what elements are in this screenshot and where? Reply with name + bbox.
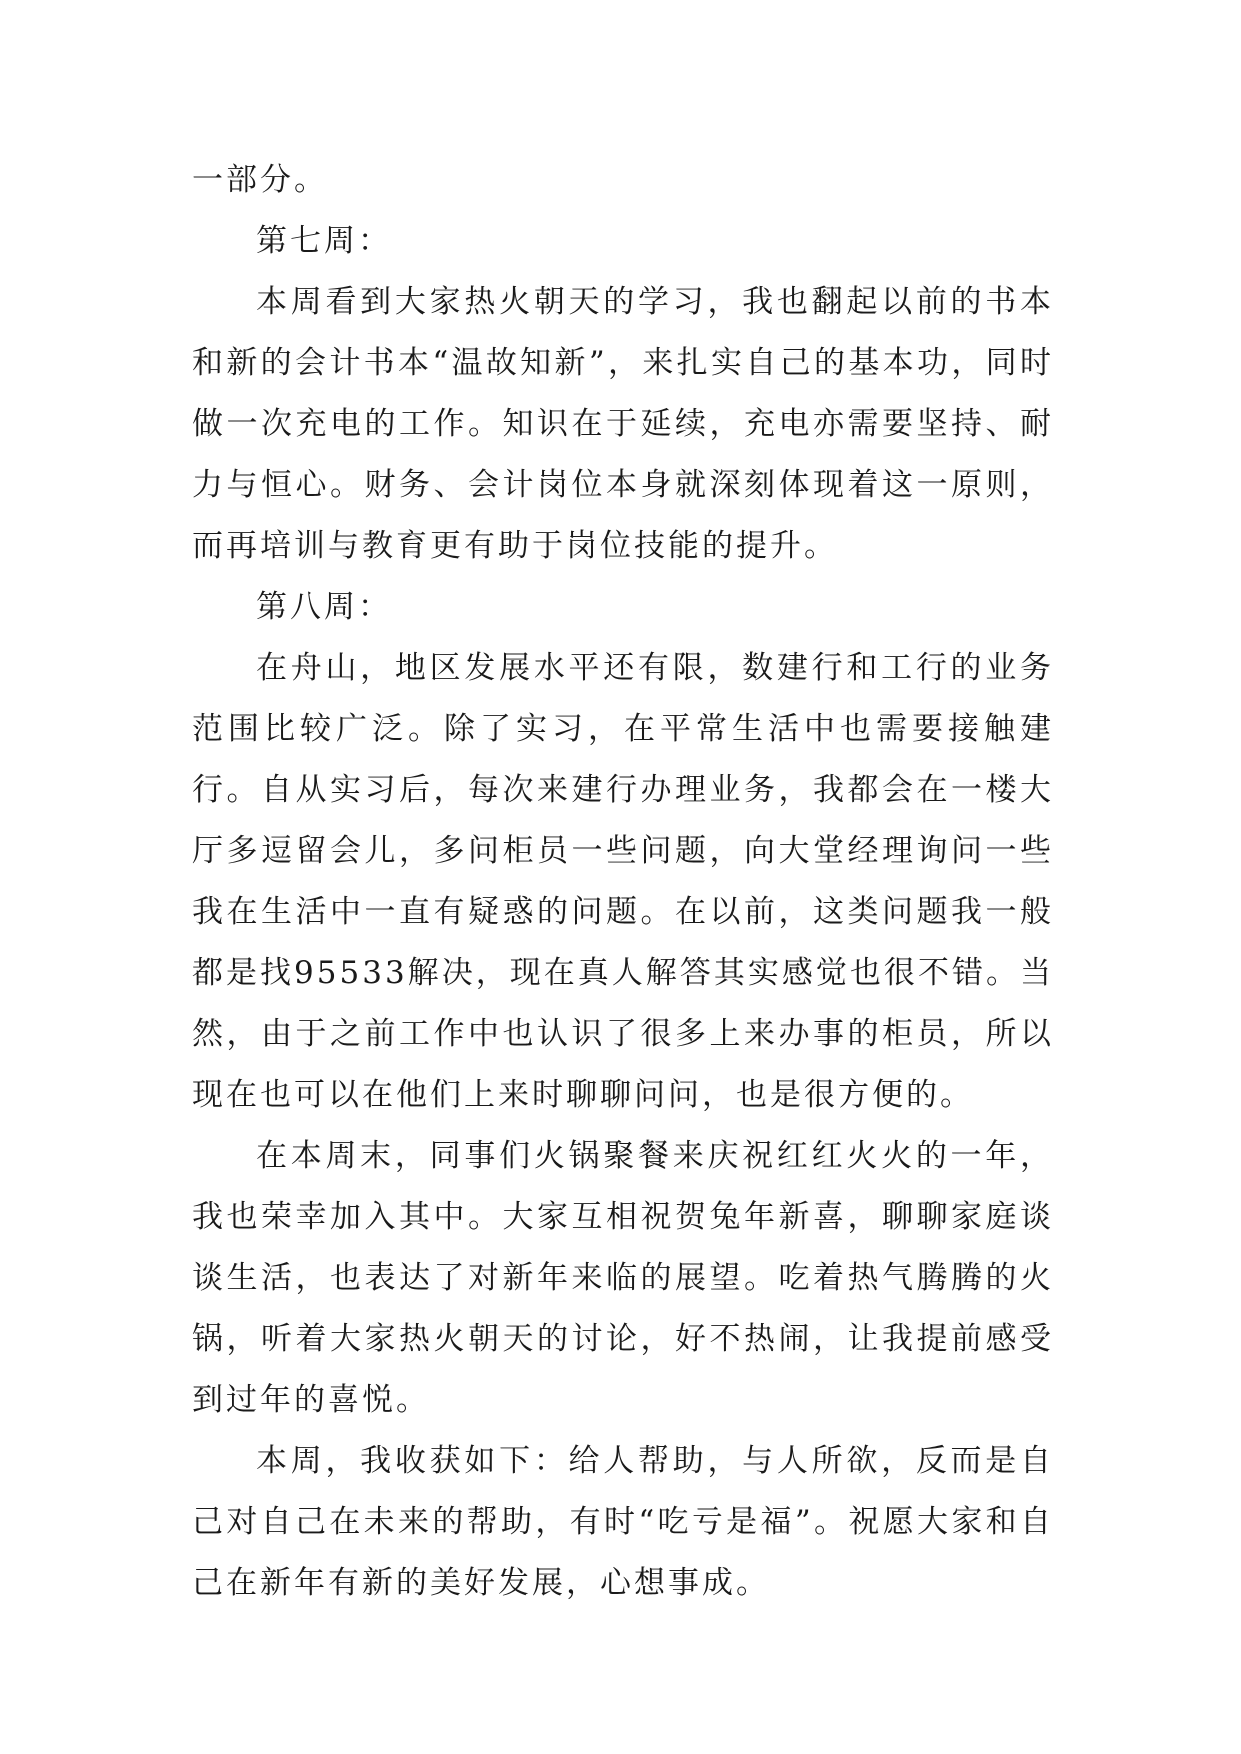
paragraph-week-seven: 本周看到大家热火朝天的学习，我也翻起以前的书本和新的会计书本“温故知新”，来扎实自己的基本功，同时做一次充电的工作。知识在于延续，充电亦需要坚持、耐力与恒心。财务、会计岗位本身就深刻体现着这一原则，而再培训与教育更有助于岗位技能的提升。 xyxy=(192,284,1054,564)
document-body xyxy=(192,150,1054,1614)
heading-week-eight: 第八周： xyxy=(256,589,392,625)
paragraph-week-eight-dinner: 在本周末，同事们火锅聚餐来庆祝红红火火的一年，我也荣幸加入其中。大家互相祝贺兔年新喜，聊聊家庭谈谈生活，也表达了对新年来临的展望。吃着热气腾腾的火锅，听着大家热火朝天的讨论，好不热闹，让我提前感受到过年的喜悦。 xyxy=(192,1138,1054,1418)
heading-week-seven: 第七周： xyxy=(256,223,392,259)
paragraph-continuation: 一部分。 xyxy=(192,162,328,198)
paragraph-week-eight-work: 在舟山，地区发展水平还有限，数建行和工行的业务范围比较广泛。除了实习，在平常生活中也需要接触建行。自从实习后，每次来建行办理业务，我都会在一楼大厅多逗留会儿，多问柜员一些问题，向大堂经理询问一些我在生活中一直有疑惑的问题。在以前，这类问题我一般都是找95533解决，现在真人解答其实感觉也很不错。当然，由于之前工作中也认识了很多上来办事的柜员，所以现在也可以在他们上来时聊聊问问，也是很方便的。 xyxy=(192,650,1054,1113)
paragraph-week-eight-summary: 本周，我收获如下：给人帮助，与人所欲，反而是自己对自己在未来的帮助，有时“吃亏是福”。祝愿大家和自己在新年有新的美好发展，心想事成。 xyxy=(192,1443,1054,1601)
